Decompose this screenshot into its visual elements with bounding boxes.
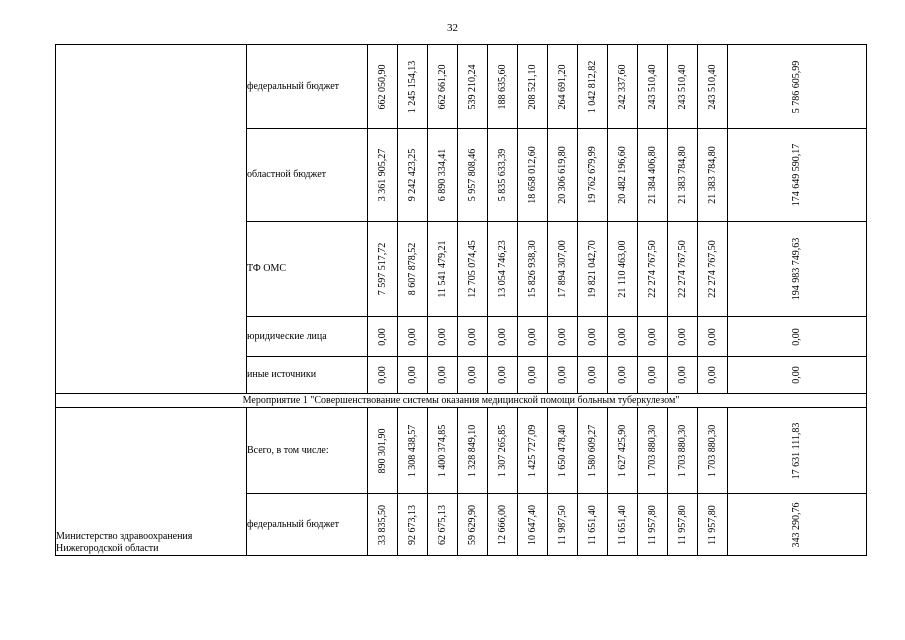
year-value: 0,00 — [586, 366, 598, 384]
year-value: 19 821 042,70 — [586, 240, 598, 298]
year-value-cell — [458, 317, 488, 357]
year-value-cell — [638, 129, 668, 222]
year-value: 243 510,40 — [646, 64, 658, 109]
year-value: 0,00 — [436, 366, 448, 384]
year-value: 22 274 767,50 — [676, 240, 688, 298]
year-value-cell — [578, 317, 608, 357]
year-value: 0,00 — [706, 327, 718, 346]
total-value: 343 290,76 — [791, 502, 802, 547]
year-value: 3 361 905,27 — [376, 148, 388, 202]
year-value-cell — [668, 45, 698, 129]
year-value-cell — [398, 408, 428, 494]
year-value-cell — [608, 408, 638, 494]
funding-source-cell: ТФ ОМС — [247, 222, 368, 317]
organization-cell: Министерство здравоохранения Нижегородской области — [56, 408, 247, 556]
total-value: 174 649 590,17 — [791, 143, 802, 207]
year-value-cell — [608, 357, 638, 394]
year-value-cell — [398, 45, 428, 129]
event-title: Мероприятие 1 "Совершенствование системы оказания медицинской помощи больным туберкулезом" — [56, 394, 867, 408]
year-value: 0,00 — [706, 366, 718, 384]
year-value-cell — [668, 494, 698, 556]
organization-cell — [56, 45, 247, 394]
year-value-cell — [518, 357, 548, 394]
year-value: 0,00 — [556, 366, 568, 384]
year-value: 8 607 878,52 — [406, 242, 418, 296]
year-value: 539 210,24 — [466, 64, 478, 109]
year-value: 21 110 463,00 — [616, 240, 628, 298]
year-value-cell — [548, 408, 578, 494]
year-value: 21 383 784,80 — [676, 146, 688, 204]
year-value-cell — [398, 317, 428, 357]
year-value-cell — [428, 317, 458, 357]
year-value: 662 661,20 — [436, 64, 448, 109]
page-number: 32 — [447, 22, 458, 34]
year-value-cell — [608, 317, 638, 357]
table-row — [56, 408, 867, 494]
year-value-cell — [548, 222, 578, 317]
year-value-cell — [428, 408, 458, 494]
budget-table — [55, 44, 867, 556]
total-value-cell — [728, 129, 867, 222]
year-value-cell — [668, 357, 698, 394]
year-value: 242 337,60 — [616, 64, 628, 109]
year-value: 6 890 334,41 — [436, 148, 448, 202]
year-value-cell — [428, 357, 458, 394]
year-value-cell — [398, 222, 428, 317]
year-value: 22 274 767,50 — [646, 240, 658, 298]
year-value-cell — [518, 408, 548, 494]
year-value-cell — [428, 222, 458, 317]
year-value: 5 835 633,39 — [496, 148, 508, 202]
year-value-cell — [398, 357, 428, 394]
year-value: 0,00 — [466, 366, 478, 384]
year-value-cell — [458, 222, 488, 317]
year-value-cell — [578, 45, 608, 129]
year-value: 1 703 880,30 — [646, 424, 658, 477]
year-value-cell — [368, 317, 398, 357]
year-value: 1 400 374,85 — [436, 424, 448, 477]
funding-source-cell: иные источники — [247, 357, 368, 394]
year-value: 20 482 196,60 — [616, 146, 628, 204]
year-value-cell — [518, 129, 548, 222]
year-value: 188 635,60 — [496, 64, 508, 109]
total-value-cell — [728, 222, 867, 317]
year-value: 0,00 — [586, 327, 598, 346]
year-value: 10 647,40 — [526, 504, 538, 545]
year-value: 12 666,00 — [496, 504, 508, 545]
year-value: 0,00 — [376, 366, 388, 384]
year-value: 1 425 727,09 — [526, 424, 538, 477]
year-value: 0,00 — [406, 327, 418, 346]
year-value-cell — [608, 129, 638, 222]
year-value: 208 521,10 — [526, 64, 538, 109]
year-value: 11 541 479,21 — [436, 240, 448, 298]
year-value: 1 650 478,40 — [556, 424, 568, 477]
event-row — [56, 394, 867, 408]
funding-source-cell: федеральный бюджет — [247, 494, 368, 556]
year-value: 5 957 808,46 — [466, 148, 478, 202]
year-value: 59 629,90 — [466, 504, 478, 545]
year-value-cell — [518, 222, 548, 317]
year-value-cell — [458, 408, 488, 494]
year-value-cell — [698, 317, 728, 357]
total-value-cell — [728, 494, 867, 556]
year-value-cell — [608, 494, 638, 556]
year-value-cell — [398, 129, 428, 222]
year-value-cell — [578, 357, 608, 394]
funding-source-cell: Всего, в том числе: — [247, 408, 368, 494]
year-value-cell — [488, 494, 518, 556]
year-value-cell — [638, 45, 668, 129]
year-value-cell — [458, 45, 488, 129]
total-value-cell — [728, 357, 867, 394]
year-value: 0,00 — [496, 366, 508, 384]
total-value-cell — [728, 317, 867, 357]
year-value-cell — [488, 317, 518, 357]
year-value: 1 308 438,57 — [406, 424, 418, 477]
year-value-cell — [548, 317, 578, 357]
year-value-cell — [458, 494, 488, 556]
year-value-cell — [428, 494, 458, 556]
year-value: 0,00 — [406, 366, 418, 384]
year-value-cell — [698, 222, 728, 317]
year-value-cell — [698, 129, 728, 222]
year-value-cell — [518, 317, 548, 357]
year-value-cell — [548, 129, 578, 222]
year-value-cell — [488, 45, 518, 129]
year-value-cell — [668, 129, 698, 222]
year-value: 11 987,50 — [556, 504, 568, 545]
year-value: 0,00 — [616, 327, 628, 346]
year-value: 11 957,80 — [646, 504, 658, 545]
funding-source-cell: областной бюджет — [247, 129, 368, 222]
year-value: 1 580 609,27 — [586, 424, 598, 477]
year-value-cell — [368, 408, 398, 494]
year-value-cell — [428, 45, 458, 129]
year-value-cell — [368, 129, 398, 222]
year-value: 15 826 938,30 — [526, 240, 538, 298]
year-value-cell — [488, 129, 518, 222]
year-value-cell — [518, 494, 548, 556]
year-value: 0,00 — [436, 327, 448, 346]
total-value: 0,00 — [791, 327, 802, 346]
year-value-cell — [398, 494, 428, 556]
year-value: 12 705 074,45 — [466, 240, 478, 298]
year-value-cell — [368, 357, 398, 394]
total-value: 5 786 605,99 — [791, 60, 802, 113]
year-value: 11 957,80 — [706, 504, 718, 545]
year-value: 13 054 746,23 — [496, 240, 508, 298]
year-value-cell — [488, 357, 518, 394]
year-value: 18 658 012,60 — [526, 146, 538, 204]
year-value: 17 894 307,00 — [556, 240, 568, 298]
year-value: 1 703 880,30 — [676, 424, 688, 477]
year-value: 0,00 — [466, 327, 478, 346]
year-value-cell — [698, 45, 728, 129]
year-value: 1 328 849,10 — [466, 424, 478, 477]
year-value: 22 274 767,50 — [706, 240, 718, 298]
year-value: 0,00 — [616, 366, 628, 384]
year-value-cell — [638, 222, 668, 317]
year-value-cell — [698, 494, 728, 556]
year-value-cell — [698, 357, 728, 394]
year-value-cell — [638, 317, 668, 357]
year-value-cell — [578, 408, 608, 494]
year-value: 243 510,40 — [706, 64, 718, 109]
year-value: 21 384 406,80 — [646, 146, 658, 204]
year-value: 1 627 425,90 — [616, 424, 628, 477]
year-value: 1 042 812,82 — [586, 60, 598, 113]
year-value-cell — [368, 494, 398, 556]
year-value: 20 306 619,80 — [556, 146, 568, 204]
table-row — [56, 45, 867, 129]
year-value-cell — [578, 129, 608, 222]
year-value-cell — [608, 45, 638, 129]
year-value: 92 673,13 — [406, 504, 418, 545]
year-value-cell — [488, 222, 518, 317]
total-value-cell — [728, 45, 867, 129]
year-value-cell — [668, 408, 698, 494]
year-value: 264 691,20 — [556, 64, 568, 109]
year-value: 0,00 — [376, 327, 388, 346]
year-value: 0,00 — [496, 327, 508, 346]
year-value-cell — [458, 357, 488, 394]
year-value-cell — [638, 408, 668, 494]
year-value: 890 301,90 — [376, 428, 388, 473]
year-value: 1 703 880,30 — [706, 424, 718, 477]
year-value: 662 050,90 — [376, 64, 388, 109]
year-value: 19 762 679,99 — [586, 146, 598, 204]
year-value: 0,00 — [526, 366, 538, 384]
year-value-cell — [578, 494, 608, 556]
year-value-cell — [548, 357, 578, 394]
year-value: 0,00 — [526, 327, 538, 346]
year-value: 11 957,80 — [676, 504, 688, 545]
year-value-cell — [458, 129, 488, 222]
year-value: 0,00 — [646, 327, 658, 346]
year-value: 9 242 423,25 — [406, 148, 418, 202]
year-value: 243 510,40 — [676, 64, 688, 109]
year-value: 1 245 154,13 — [406, 60, 418, 113]
year-value-cell — [698, 408, 728, 494]
total-value: 0,00 — [791, 366, 802, 384]
year-value-cell — [368, 222, 398, 317]
year-value: 11 651,40 — [616, 504, 628, 545]
year-value-cell — [608, 222, 638, 317]
year-value-cell — [548, 45, 578, 129]
year-value: 21 383 784,80 — [706, 146, 718, 204]
year-value: 1 307 265,85 — [496, 424, 508, 477]
total-value: 17 631 111,83 — [791, 422, 802, 479]
year-value-cell — [488, 408, 518, 494]
year-value-cell — [578, 222, 608, 317]
year-value-cell — [668, 317, 698, 357]
year-value-cell — [428, 129, 458, 222]
year-value-cell — [668, 222, 698, 317]
year-value-cell — [638, 494, 668, 556]
total-value: 194 983 749,63 — [791, 237, 802, 301]
funding-source-cell: юридические лица — [247, 317, 368, 357]
year-value-cell — [638, 357, 668, 394]
year-value: 0,00 — [676, 366, 688, 384]
funding-source-cell: федеральный бюджет — [247, 45, 368, 129]
year-value-cell — [368, 45, 398, 129]
year-value: 33 835,50 — [376, 504, 388, 545]
year-value-cell — [518, 45, 548, 129]
year-value: 0,00 — [646, 366, 658, 384]
year-value: 62 675,13 — [436, 504, 448, 545]
total-value-cell — [728, 408, 867, 494]
year-value: 0,00 — [676, 327, 688, 346]
year-value: 7 597 517,72 — [376, 242, 388, 296]
year-value: 11 651,40 — [586, 504, 598, 545]
year-value: 0,00 — [556, 327, 568, 346]
year-value-cell — [548, 494, 578, 556]
